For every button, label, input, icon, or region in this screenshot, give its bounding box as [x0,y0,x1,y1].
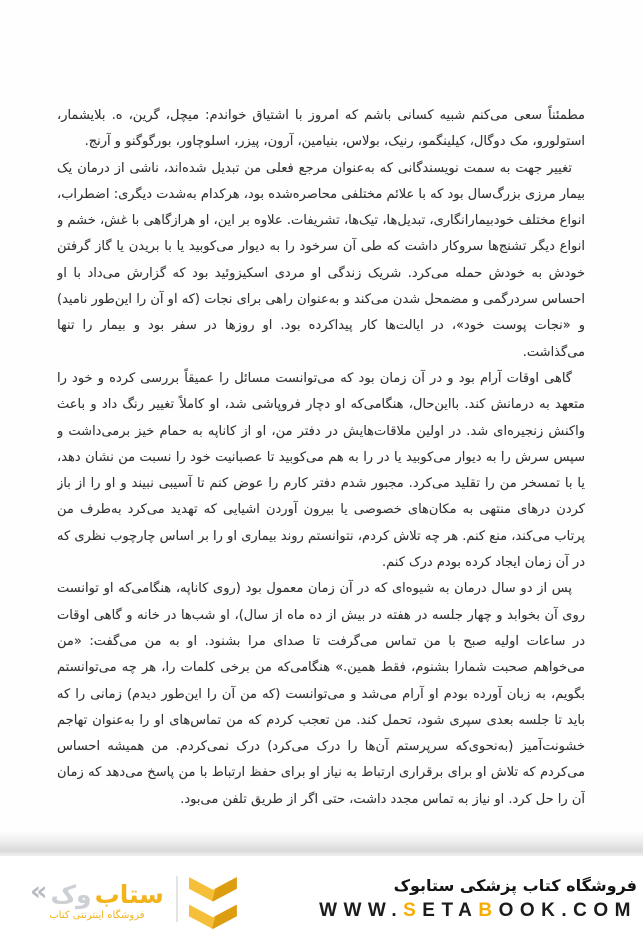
url-accent-letter: B [478,900,498,921]
page-text-block [57,103,585,809]
chevron-down-icon [189,905,237,929]
store-title: فروشگاه کتاب پزشکی ستابوک [394,876,637,895]
logo-wordmark [30,880,164,907]
bookstore-footer [0,856,643,926]
logo-kaf-glyph: « [30,878,47,905]
page-bottom-edge-shadow [0,830,643,856]
double-chevron-icon [189,877,237,929]
logo-wordmark-yellow-part: ستاب [95,882,164,907]
store-url [319,900,637,922]
setabook-logo [30,876,237,924]
paragraph: مطمئناً سعی می‌کنم شبیه کسانی باشم که امروز با اشتیاق خواندم: میچل، گرین، ه. بلایشمار، استولورو، مک دوگال، کیلینگمو، رنیک، بولاس، بنیامین، آرون، پیزر، اسلوچاور، بورگوگنو و آرنج. [57,103,585,156]
footer-store-info [319,876,637,924]
logo-subtitle: فروشگاه اینترنتی کتاب [49,910,144,921]
paragraph: پس از دو سال درمان به شیوه‌ای که در آن زمان معمول بود (روی کاناپه، هنگامی‌که او توانست روی آن بخوابد و چهار جلسه در هفته در بیش از ده ماه از سال)، او شب‌ها در خانه و گاهی اوقات در ساعات اولیه صبح با من تماس می‌گرفت تا صدای مرا بشنود. او به من می‌گفت: «من می‌خواهم صحبت شمارا بشنوم، فقط همین.» هنگامی‌که من برخی کلمات را، هر چه می‌توانستم بگویم، به زبان آورده بودم او آرام می‌شد و می‌توانست (که من آن را این‌طور دیدم) زمانی را که باید تا جلسه بعدی سپری شود، تحمل کند. من تعجب کردم که من تماس‌های او را به‌عنوان تهاجم خشونت‌آمیز (به‌نحوی‌که سرپرستم آن‌ها را درک می‌کرد) درک نمی‌کردم. من همیشه احساس می‌کردم که تلاش او برای برقراری ارتباط به نیاز او برای حفظ ارتباط با من پاسخ می‌دهد که زمان آن را حل کرد. او نیاز به تماس مجدد داشت، حتی اگر از طریق تلفن می‌بود. [57,576,585,809]
url-part: OOK.COM [499,900,637,921]
logo-wordmark-block [30,880,164,921]
url-part: WWW. [319,900,403,921]
url-accent-letter: S [403,900,422,921]
paragraph: تغییر جهت به سمت نویسندگانی که به‌عنوان مرجع فعلی من تبدیل شده‌اند، ناشی از درمان یک بیمار مرزی بزرگ‌سال بود که با علائم مختلفی محاصره‌شده بود، هرکدام به‌شدت دیگری: اضطراب، انواع مختلف خودبیمارانگاری، تبدیل‌ها، تیک‌ها، تشریفات. علاوه بر این، او هرازگاهی با غش، خشم و انواع دیگر تشنج‌ها سروکار داشت که طی آن سرخود را به دیوار می‌کوبید یا با بریدن یا گاز گرفتن خودش به خودش حمله می‌کرد. شریک زندگی او مردی اسکیزوئید بود که گزارش می‌داد با او احساس سردرگمی و مضمحل شدن می‌کند و به‌عنوان راهی برای نجات (که او آن را این‌طور نامید) و «نجات پوست خود»، در ایالت‌ها کار پیداکرده بود. او روزها در سفر بود و بیمار را تنها می‌گذاشت. [57,156,585,366]
chevron-down-icon [189,877,237,902]
url-part: ETA [422,900,478,921]
logo-wordmark-gray-part: وک [50,882,91,907]
logo-divider [176,876,178,922]
paragraph: گاهی اوقات آرام بود و در آن زمان بود که می‌توانست مسائل را عمیقاً بررسی کرده و خود را متعهد به درمانش کند. بااین‌حال، هنگامی‌که او دچار فروپاشی شد، او کاملاً تغییر رنگ داد و باعث واکنش زنجیره‌ای شد. در اولین ملاقات‌هایش در دفتر من، او از کاناپه به حمام خیز برمی‌داشت و سپس سرش را به دیوار می‌کوبید یا در را به هم می‌کوبید تا عصبانیت خود را نسبت من نشان دهد، یا با تمسخر من را تقلید می‌کرد. مجبور شدم دفتر کارم را عوض کنم تا آسیبی نبیند و او را از باز کردن درهای منتهی به مکان‌های خصوصی یا بیرون آوردن اشیایی که تهدید می‌کرد به‌طرف من پرتاب می‌کند، منع کنم. هر چه تلاش کردم، نتوانستم روند بیماری او را بر اساس چارچوب نظری که در آن زمان ایجاد کرده بودم درک کنم. [57,366,585,576]
